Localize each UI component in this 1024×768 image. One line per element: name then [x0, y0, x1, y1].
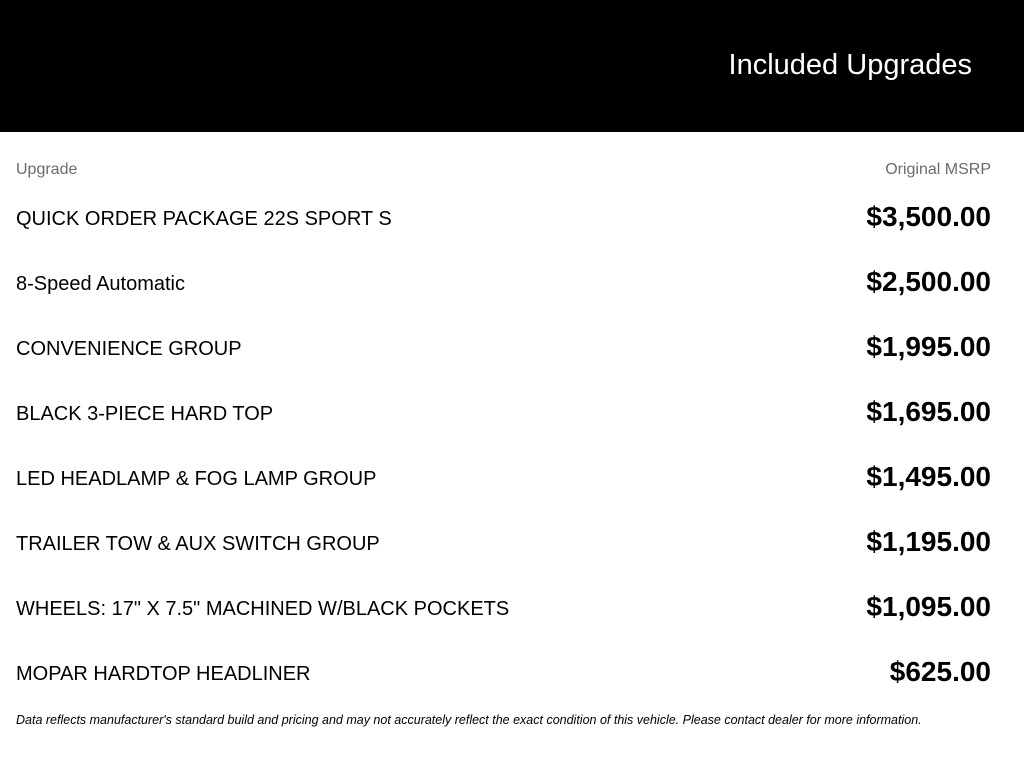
upgrade-name: MOPAR HARDTOP HEADLINER — [16, 663, 311, 685]
upgrade-name: TRAILER TOW & AUX SWITCH GROUP — [16, 533, 380, 555]
upgrade-price: $3,500.00 — [866, 201, 991, 232]
upgrade-price: $1,095.00 — [866, 591, 991, 622]
disclaimer-text: Data reflects manufacturer's standard build and pricing and may not accurately reflect the exact condition of this vehicle. Please contact dealer for more information. — [16, 713, 922, 727]
upgrade-price: $625.00 — [889, 656, 991, 687]
upgrade-row — [0, 195, 1024, 260]
upgrade-price: $1,495.00 — [866, 461, 991, 492]
upgrade-row — [0, 390, 1024, 455]
upgrades-list — [0, 195, 1024, 715]
upgrade-row — [0, 650, 1024, 715]
upgrade-price: $1,995.00 — [866, 331, 991, 362]
msrp-column-header: Original MSRP — [885, 161, 991, 178]
upgrade-price: $2,500.00 — [866, 266, 991, 297]
upgrade-row — [0, 455, 1024, 520]
upgrade-row — [0, 325, 1024, 390]
upgrade-name: WHEELS: 17" X 7.5" MACHINED W/BLACK POCKETS — [16, 598, 510, 620]
upgrade-name: 8-Speed Automatic — [16, 273, 185, 295]
upgrade-name: QUICK ORDER PACKAGE 22S SPORT S — [16, 208, 392, 230]
header-banner — [0, 0, 1024, 132]
upgrade-row — [0, 585, 1024, 650]
upgrade-name: BLACK 3-PIECE HARD TOP — [16, 403, 274, 425]
upgrade-column-header: Upgrade — [16, 161, 78, 178]
upgrade-name: LED HEADLAMP & FOG LAMP GROUP — [16, 468, 377, 490]
upgrade-price: $1,695.00 — [866, 396, 991, 427]
upgrade-row — [0, 260, 1024, 325]
page-title: Included Upgrades — [728, 49, 972, 81]
upgrade-row — [0, 520, 1024, 585]
upgrade-name: CONVENIENCE GROUP — [16, 338, 242, 360]
upgrade-price: $1,195.00 — [866, 526, 991, 557]
